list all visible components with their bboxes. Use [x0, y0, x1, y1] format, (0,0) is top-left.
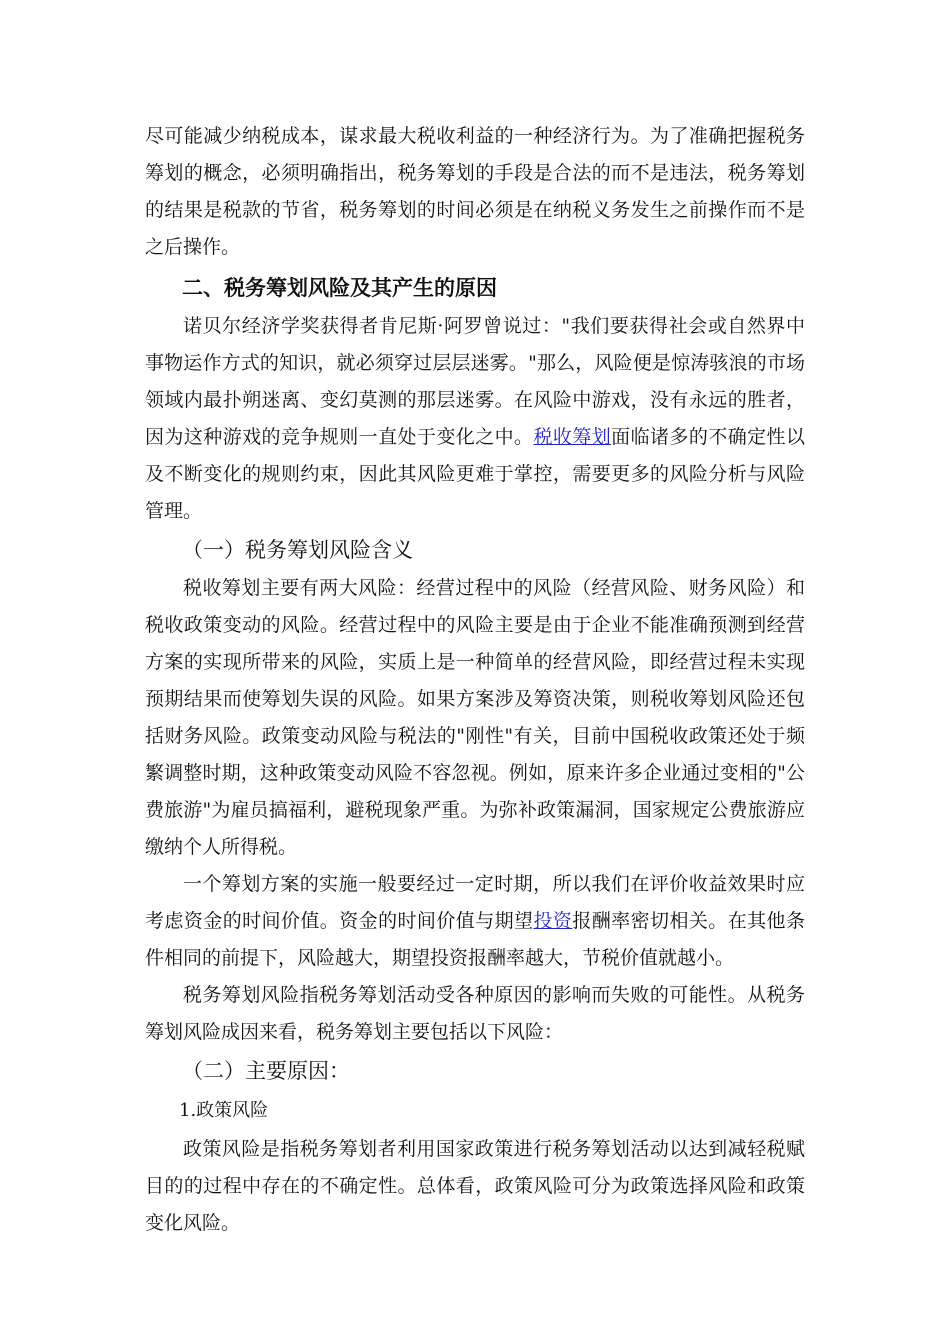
link-investment[interactable]: 投资	[533, 910, 573, 932]
document-body	[145, 118, 805, 1242]
paragraph-arrow-quote	[145, 308, 805, 530]
subsection-heading-risk-meaning: （一）税务筹划风险含义	[182, 538, 413, 562]
paragraph-risk-definition: 税务筹划风险指税务筹划活动受各种原因的影响而失败的可能性。从税务筹划风险成因来看，税务筹划主要包括以下风险：	[145, 984, 805, 1043]
subsection-heading-main-causes: （二）主要原因：	[182, 1059, 350, 1083]
paragraph-text: 一个筹划方案的实施一般要经过一定时期，所以我们在评价收益效果时应考虑资金的时间价值。资金的时间价值与期望	[145, 873, 805, 932]
paragraph-text: 诺贝尔经济学奖获得者肯尼斯·阿罗曾说过："我们要获得社会或自然界中事物运作方式的知识，就必须穿过层层迷雾。"那么，风险便是惊涛骇浪的市场领域内最扑朔迷离、变幻莫测的那层迷雾。在风险中游戏，没有永远的胜者，因为这种游戏的竞争规则一直处于变化之中。	[145, 315, 805, 448]
paragraph-time-value	[145, 866, 805, 977]
paragraph-text: 面临诸多的不确定性以及不断变化的规则约束，因此其风险更难于掌控，需要更多的风险分析与风险管理。	[145, 426, 805, 522]
paragraph-text: 报酬率密切相关。在其他条件相同的前提下，风险越大，期望投资报酬率越大，节税价值就越小。	[145, 910, 805, 969]
link-tax-planning[interactable]: 税收筹划	[533, 426, 612, 448]
paragraph-policy-risk: 政策风险是指税务筹划者利用国家政策进行税务筹划活动以达到减轻税赋目的的过程中存在的不确定性。总体看，政策风险可分为政策选择风险和政策变化风险。	[145, 1138, 805, 1234]
item-heading-policy-risk: 1.政策风险	[179, 1100, 269, 1121]
paragraph-two-risks: 税收筹划主要有两大风险：经营过程中的风险（经营风险、财务风险）和税收政策变动的风险。经营过程中的风险主要是由于企业不能准确预测到经营方案的实现所带来的风险，实质上是一种简单的经营风险，即经营过程未实现预期结果而使筹划失误的风险。如果方案涉及筹资决策，则税收筹划风险还包括财务风险。政策变动风险与税法的"刚性"有关，目前中国税收政策还处于频繁调整时期，这种政策变动风险不容忽视。例如，原来许多企业通过变相的"公费旅游"为雇员搞福利，避税现象严重。为弥补政策漏洞，国家规定公费旅游应缴纳个人所得税。	[145, 577, 805, 858]
paragraph-definition: 尽可能减少纳税成本，谋求最大税收利益的一种经济行为。为了准确把握税务筹划的概念，必须明确指出，税务筹划的手段是合法的而不是违法，税务筹划的结果是税款的节省，税务筹划的时间必须是在纳税义务发生之前操作而不是之后操作。	[145, 125, 805, 258]
section-heading-risk-causes: 二、税务筹划风险及其产生的原因	[182, 276, 497, 300]
